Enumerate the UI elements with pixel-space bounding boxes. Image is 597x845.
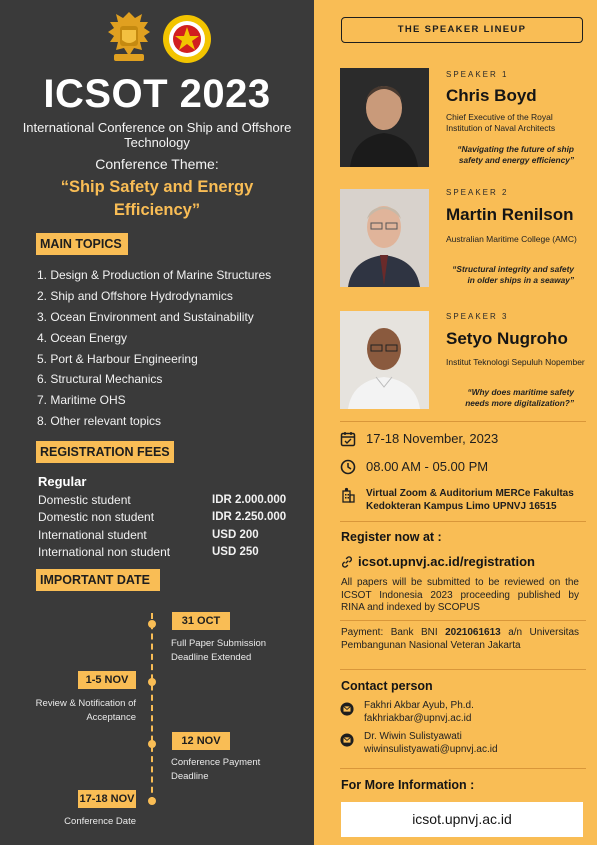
fee-type: Domestic non student <box>38 510 155 525</box>
divider <box>340 620 586 621</box>
event-date: 12 NOV <box>172 732 230 750</box>
speaker-photo <box>340 311 429 409</box>
topic-item: 4. Ocean Energy <box>37 330 128 345</box>
fee-amount: IDR 2.000.000 <box>212 494 287 506</box>
contact-email[interactable]: fakhriakbar@upnvj.ac.id <box>364 712 472 724</box>
speaker-quote: “Structural integrity and safety in older ships in a seaway” <box>452 264 574 285</box>
logos <box>104 10 214 68</box>
divider <box>340 768 586 769</box>
fee-amount: USD 200 <box>212 528 259 541</box>
payment-info <box>341 627 579 652</box>
topic-item: 1. Design & Production of Marine Structures <box>37 268 272 282</box>
contact-name: Fakhri Akbar Ayub, Ph.d. <box>364 700 474 711</box>
fee-type: International student <box>38 527 147 542</box>
speaker-name: Setyo Nugroho <box>446 329 568 348</box>
website-link[interactable]: icsot.upnvj.ac.id <box>341 802 583 837</box>
speaker-role: Institut Teknologi Sepuluh Nopember <box>446 357 585 367</box>
event-time-text: 08.00 AM - 05.00 PM <box>366 459 489 474</box>
fee-amount: USD 250 <box>212 545 259 558</box>
conference-title: ICSOT 2023 <box>43 72 271 116</box>
payment-suffix: a/n Universitas Pembangunan Nasional Veteran Jakarta <box>341 627 580 651</box>
topic-item: 2. Ship and Offshore Hydrodynamics <box>37 288 233 303</box>
registration-link[interactable] <box>340 554 535 569</box>
timeline-dot <box>148 620 156 628</box>
contact-person <box>340 700 474 725</box>
registration-link-text[interactable]: icsot.upnvj.ac.id/registration <box>358 554 535 569</box>
event-description: Conference Date <box>64 816 136 827</box>
main-topics-label: MAIN TOPICS <box>36 233 128 255</box>
event-description: Conference Payment Deadline <box>171 757 261 782</box>
fee-row <box>38 527 298 544</box>
topic-item: 7. Maritime OHS <box>37 393 126 408</box>
speaker-name: Chris Boyd <box>446 86 537 105</box>
payment-account: 2021061613 <box>445 627 501 638</box>
important-date-label: IMPORTANT DATE <box>36 569 160 591</box>
divider <box>340 521 586 522</box>
location-building-icon <box>340 487 356 503</box>
mail-icon <box>340 733 354 747</box>
speaker-photo <box>340 68 429 167</box>
theme-label: Conference Theme: <box>95 156 219 172</box>
topic-item: 3. Ocean Environment and Sustainability <box>37 309 254 324</box>
mail-icon <box>340 702 354 716</box>
speaker-label: SPEAKER 3 <box>446 312 509 321</box>
conference-theme: “Ship Safety and Energy Efficiency” <box>60 178 254 219</box>
fee-row <box>38 509 298 526</box>
papers-note: All papers will be submitted to be reviewed on the ICSOT Indonesia 2023 proceeding published by RINA and indexed by SCOPUS <box>341 577 579 613</box>
fee-row <box>38 544 298 561</box>
register-heading: Register now at : <box>341 530 442 544</box>
topic-item: 8. Other relevant topics <box>37 414 162 429</box>
event-date: 17-18 NOV <box>78 790 136 808</box>
event-venue-row <box>340 487 588 513</box>
fee-type: International non student <box>38 544 171 559</box>
speaker-quote: “Why does maritime safety needs more digitalization?” <box>465 387 574 408</box>
speaker-photo <box>340 189 429 287</box>
right-panel <box>314 0 597 845</box>
clock-icon <box>340 459 356 475</box>
timeline-dot <box>148 740 156 748</box>
speaker-name: Martin Renilson <box>446 205 574 224</box>
topic-item: 6. Structural Mechanics <box>37 372 163 387</box>
more-info-heading: For More Information : <box>341 778 475 792</box>
speaker-label: SPEAKER 1 <box>446 70 509 79</box>
fee-type: Domestic student <box>38 493 131 507</box>
contact-person <box>340 731 498 756</box>
calendar-icon <box>340 431 356 447</box>
speaker-lineup-header: THE SPEAKER LINEUP <box>341 17 583 43</box>
fees-table <box>38 492 298 561</box>
divider <box>340 669 586 670</box>
event-date-text: 17-18 November, 2023 <box>366 431 499 446</box>
event-date: 31 OCT <box>172 612 230 630</box>
speaker-role: Chief Executive of the Royal Institution of Naval Architects <box>446 112 556 133</box>
timeline-line <box>151 613 153 803</box>
speaker-label: SPEAKER 2 <box>446 188 509 197</box>
timeline-dot <box>148 797 156 805</box>
fee-row <box>38 492 298 509</box>
faculty-seal-logo <box>162 14 212 64</box>
event-date-row <box>340 431 498 447</box>
speaker-quote: “Navigating the future of ship safety and energy efficiency” <box>457 144 574 165</box>
event-date: 1-5 NOV <box>78 671 136 689</box>
timeline-dot <box>148 678 156 686</box>
speaker-role: Australian Maritime College (AMC) <box>446 234 577 244</box>
event-description: Review & Notification of Acceptance <box>35 698 136 723</box>
divider <box>340 421 586 422</box>
event-description: Full Paper Submission Deadline Extended <box>171 638 267 663</box>
main-topics-list <box>37 265 271 432</box>
contact-heading: Contact person <box>341 679 433 693</box>
registration-fees-label: REGISTRATION FEES <box>36 441 174 463</box>
link-icon <box>340 555 354 569</box>
fee-amount: IDR 2.250.000 <box>212 511 287 524</box>
event-time-row <box>340 459 488 475</box>
conference-subtitle: International Conference on Ship and Offshore Technology <box>22 120 292 150</box>
university-crest-logo <box>104 10 154 64</box>
topic-item: 5. Port & Harbour Engineering <box>37 351 198 366</box>
fee-category: Regular <box>38 474 87 489</box>
contact-email[interactable]: wiwinsulistyawati@upnvj.ac.id <box>364 743 498 755</box>
payment-prefix: Payment: Bank BNI <box>341 627 438 638</box>
event-venue-text: Virtual Zoom & Auditorium MERCe Fakultas Kedokteran Kampus Limo UPNVJ 16515 <box>366 488 574 512</box>
contact-name: Dr. Wiwin Sulistyawati <box>364 731 462 742</box>
